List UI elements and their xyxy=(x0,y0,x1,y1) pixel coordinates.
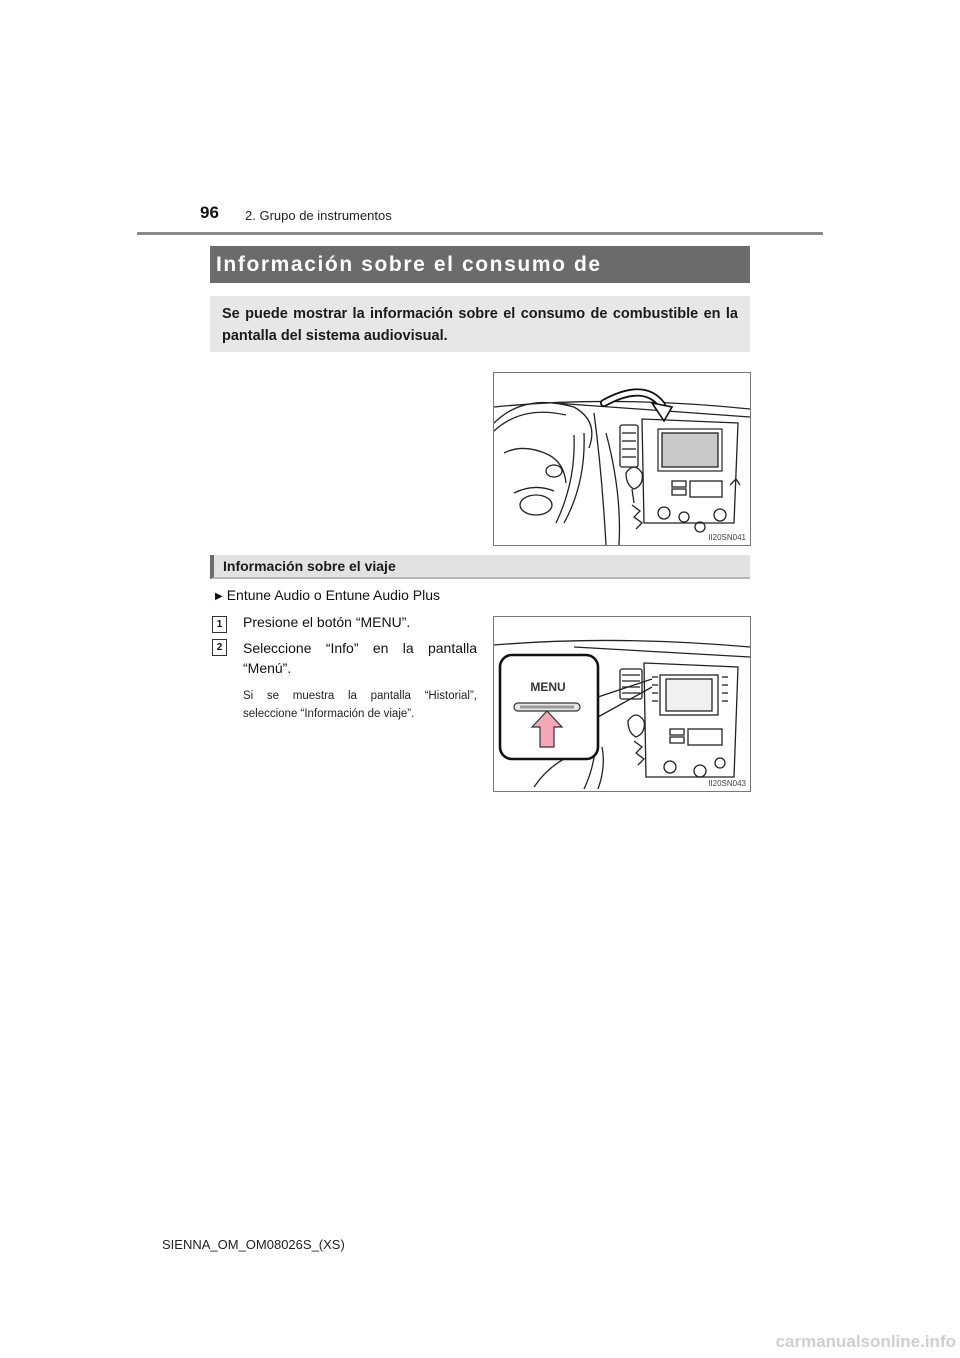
dashboard-overview-figure xyxy=(493,372,751,546)
page-number: 96 xyxy=(200,203,219,222)
note-line: Si se muestra la pantalla “Historial”, xyxy=(243,690,477,702)
bullet-text: Entune Audio o Entune Audio Plus xyxy=(226,587,440,603)
triangle-bullet-icon: ▶ xyxy=(215,591,223,602)
note-line: seleccione “Información de viaje”. xyxy=(243,708,415,720)
step-2-text-line1: Seleccione “Info” en la pantalla xyxy=(243,640,477,656)
menu-callout-label: MENU xyxy=(530,680,566,694)
figure-code: II20SN043 xyxy=(708,779,746,788)
subsection-title: Información sobre el viaje xyxy=(210,555,750,579)
header-rule xyxy=(137,232,823,235)
step-1-text: Presione el botón “MENU”. xyxy=(243,614,411,630)
step-note xyxy=(243,687,477,723)
section-title: Información sobre el consumo de xyxy=(210,246,750,283)
bullet-item xyxy=(215,587,440,603)
running-head: 2. Grupo de instrumentos xyxy=(245,208,392,223)
footer-doc-id: SIENNA_OM_OM08026S_(XS) xyxy=(162,1237,345,1252)
step-number-badge: 2 xyxy=(212,639,227,656)
step-number-badge: 1 xyxy=(212,616,227,633)
dashboard-overview-illustration xyxy=(494,373,750,545)
figure-code: II20SN041 xyxy=(708,533,746,542)
menu-button-illustration xyxy=(494,617,750,791)
watermark: carmanualsonline.info xyxy=(775,1332,956,1351)
section-intro: Se puede mostrar la información sobre el consumo de combustible en la pantalla del sistema audiovisual. xyxy=(210,296,750,352)
step-2-text-line2: “Menú”. xyxy=(243,660,292,676)
menu-button-figure xyxy=(493,616,751,792)
